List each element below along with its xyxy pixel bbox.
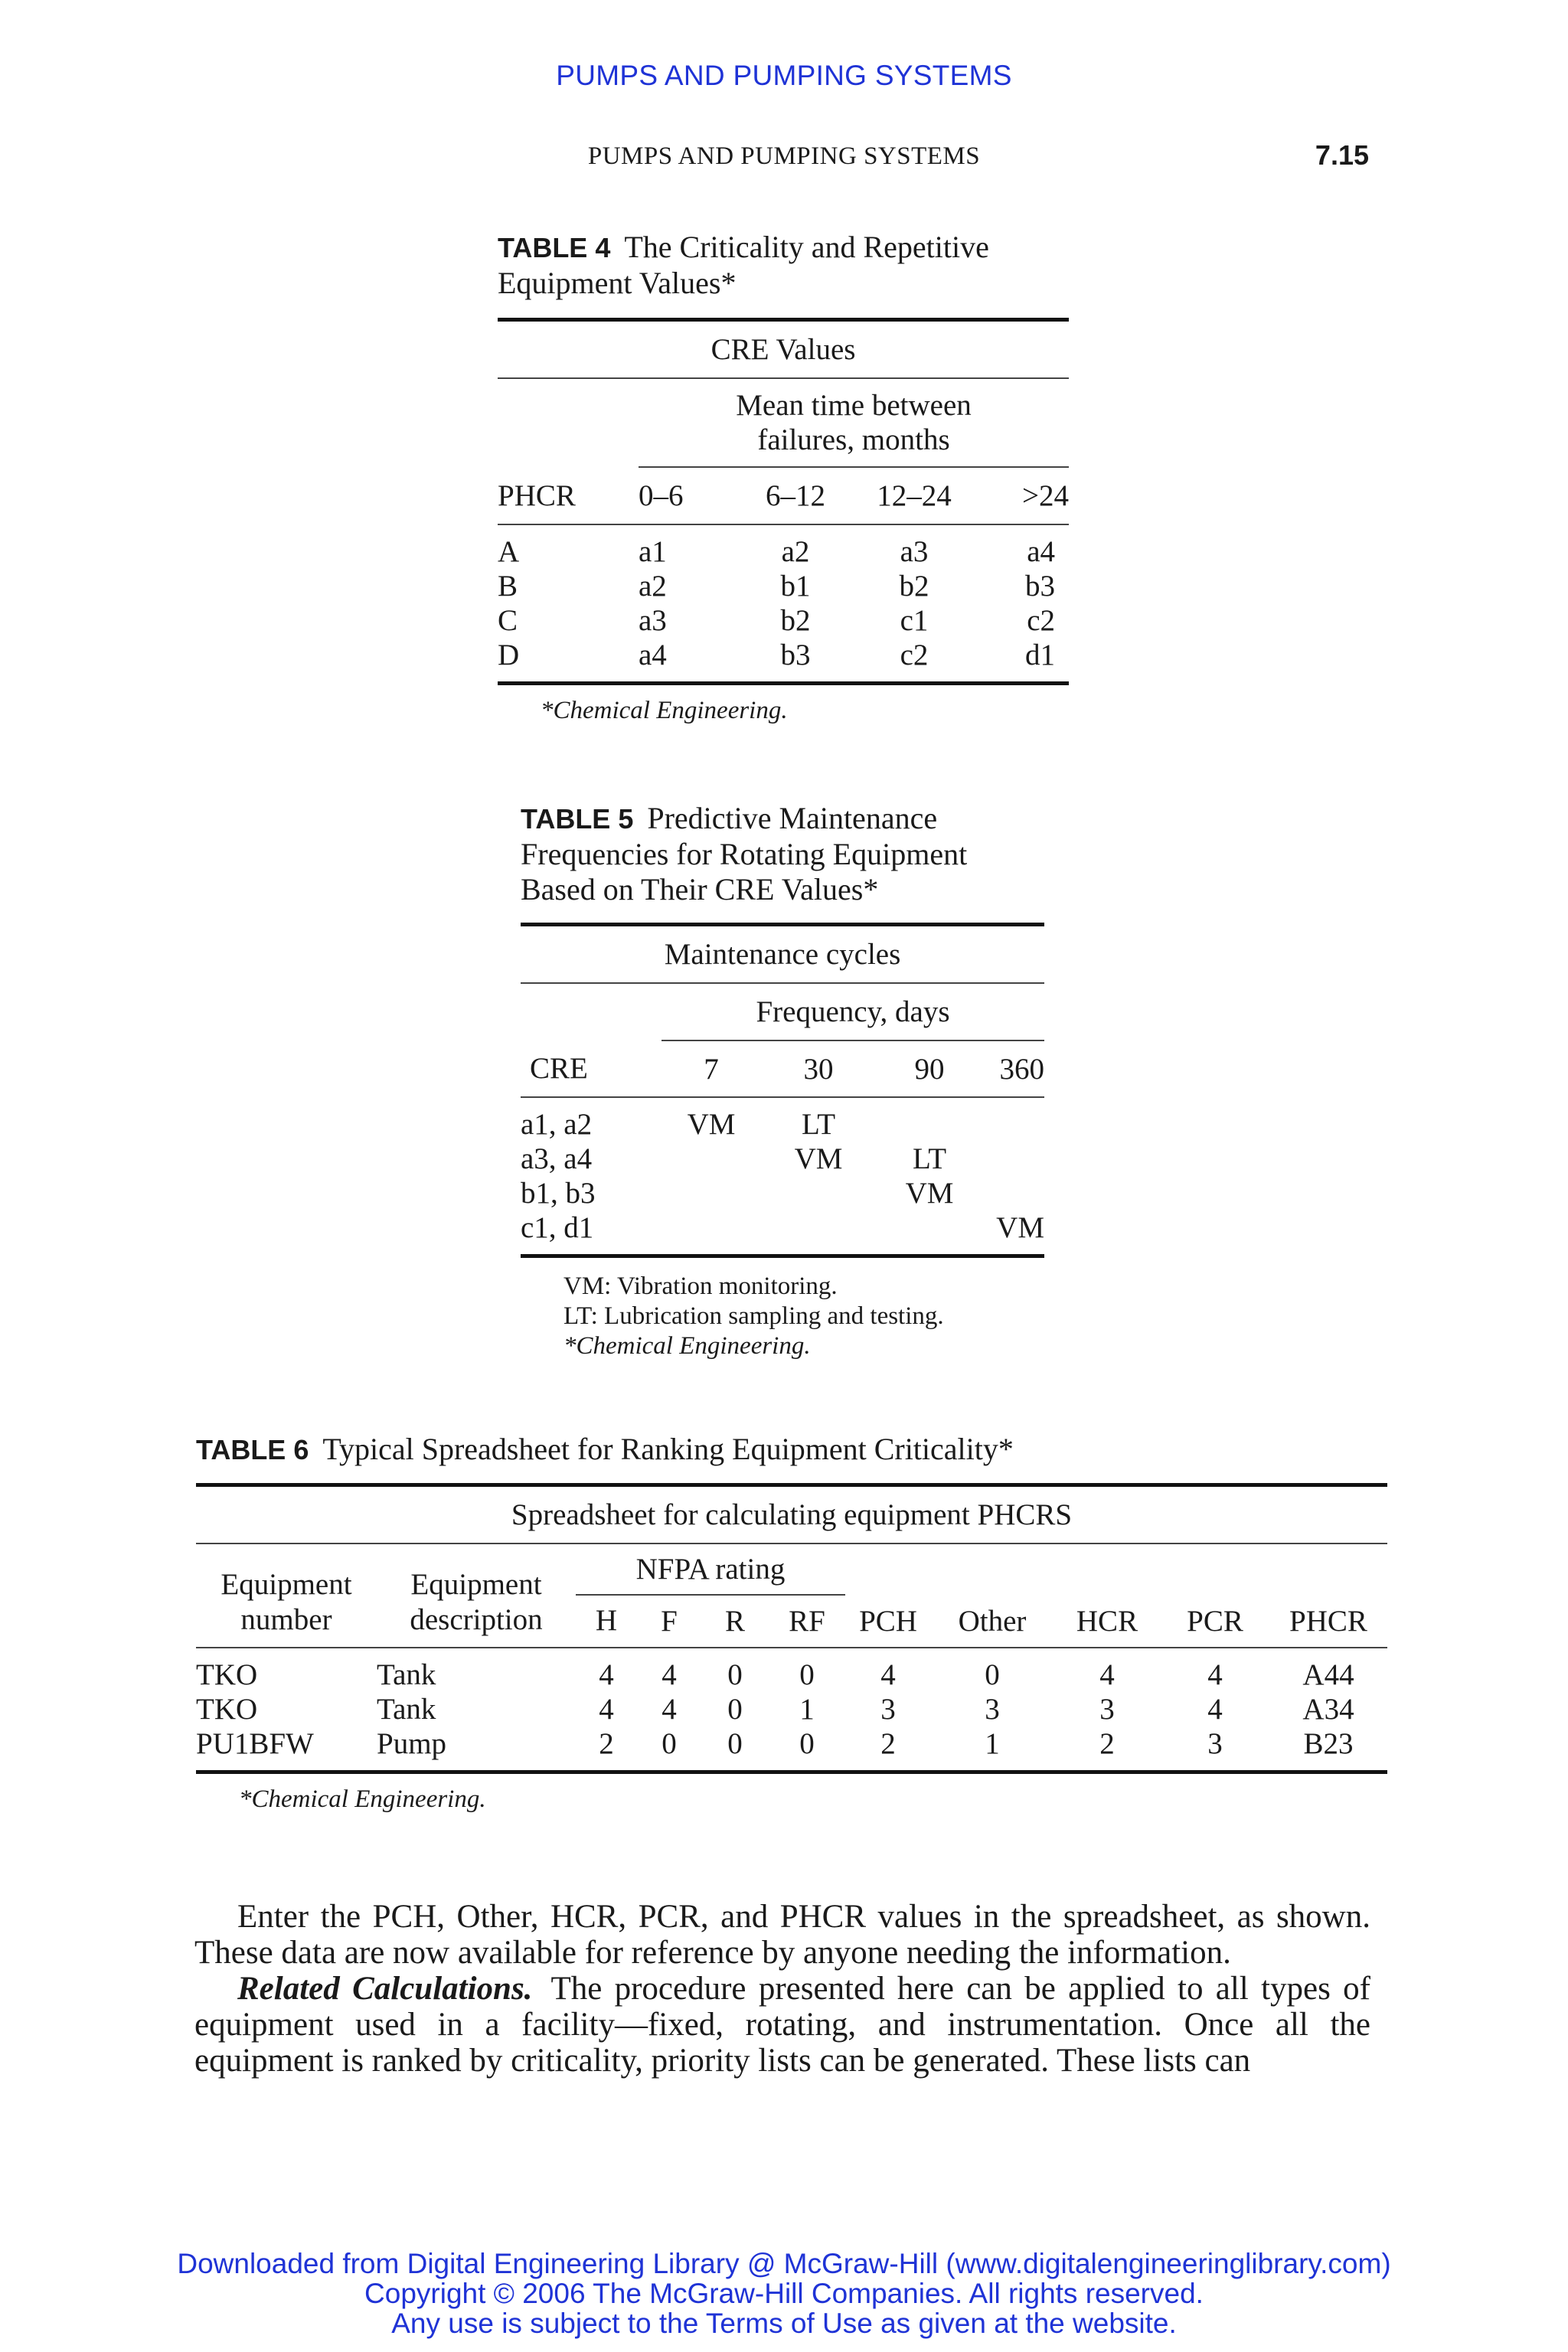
table4-cell: b2 xyxy=(899,570,929,603)
table4-col-header: PHCR xyxy=(498,479,576,512)
table4-cell: a3 xyxy=(900,535,929,568)
table6-title: Typical Spreadsheet for Ranking Equipment Criticality* xyxy=(322,1432,1014,1466)
table5-cell: a3, a4 xyxy=(521,1142,593,1175)
table4-title-line2: Equipment Values* xyxy=(498,266,737,300)
table5-block xyxy=(521,801,1057,1361)
table4-cell: c2 xyxy=(1027,604,1055,637)
table6-cell: 4 xyxy=(1099,1658,1115,1691)
table6-cell: 4 xyxy=(880,1658,896,1691)
table4-cell: b2 xyxy=(780,604,811,637)
table6-cell: Tank xyxy=(377,1658,436,1691)
table4-cell: D xyxy=(498,639,520,671)
table4-cell: b3 xyxy=(1025,570,1055,603)
table-row xyxy=(521,1210,1044,1256)
table5-cell xyxy=(983,1097,1044,1142)
table5-footnote: *Chemical Engineering. xyxy=(564,1332,811,1360)
table4-col-header: 0–6 xyxy=(639,479,684,512)
table6-header-text: Equipment xyxy=(410,1568,542,1601)
table5 xyxy=(521,923,1044,1258)
table6-col-header-equipment-description xyxy=(377,1544,576,1648)
table-row xyxy=(196,1692,1387,1726)
table6-cell: 0 xyxy=(662,1727,677,1760)
table-row xyxy=(521,1142,1044,1176)
table5-cell: c1, d1 xyxy=(521,1211,594,1244)
table6-col-header: Other xyxy=(958,1605,1027,1638)
table4-cell: a3 xyxy=(639,604,667,637)
table5-spanner: Maintenance cycles xyxy=(521,925,1044,984)
table5-cell: LT xyxy=(801,1108,836,1141)
page-number: 7.15 xyxy=(1315,139,1369,171)
table5-note-vm: VM: Vibration monitoring. xyxy=(564,1272,838,1300)
table6-spanner: Spreadsheet for calculating equipment PHCRS xyxy=(196,1485,1387,1544)
table6-cell: Pump xyxy=(377,1727,447,1760)
table5-title-line1: Predictive Maintenance xyxy=(647,801,938,835)
table6-block xyxy=(181,1432,1375,1815)
table4-cell: C xyxy=(498,604,518,637)
table6-col-header: HCR xyxy=(1076,1605,1138,1638)
table6-col-header: H xyxy=(595,1604,618,1637)
table5-cell xyxy=(876,1210,983,1256)
table4-subspanner-line1: Mean time between xyxy=(736,389,972,422)
footer-download-link[interactable]: Downloaded from Digital Engineering Library @ McGraw-Hill (www.digitalengineeringlibrary.com) xyxy=(177,2248,1391,2279)
table4-col-header: 6–12 xyxy=(766,479,825,512)
table5-cell xyxy=(662,1210,761,1256)
table6-cell: 4 xyxy=(599,1658,614,1691)
table6-cell: 2 xyxy=(880,1727,896,1760)
table6-col-header-equipment-number xyxy=(196,1544,377,1648)
table4-cell: a4 xyxy=(639,639,667,671)
table5-cell xyxy=(662,1142,761,1176)
table6-cell: 3 xyxy=(1099,1693,1115,1726)
table6-footnote: *Chemical Engineering. xyxy=(239,1785,486,1813)
table6-header-text: description xyxy=(410,1603,543,1636)
table4-spanner: CRE Values xyxy=(498,320,1069,379)
table6-caption xyxy=(181,1432,1375,1468)
table4-cell: c1 xyxy=(900,604,929,637)
table4-cell: b3 xyxy=(780,639,811,671)
running-head: PUMPS AND PUMPING SYSTEMS xyxy=(587,142,981,170)
table6-header-text: Equipment xyxy=(220,1568,352,1601)
table6-nfpa-header: NFPA rating xyxy=(576,1552,845,1596)
table5-note-lt: LT: Lubrication sampling and testing. xyxy=(564,1302,944,1330)
table5-cell xyxy=(761,1176,876,1210)
table6-cell: 3 xyxy=(985,1693,1000,1726)
table6-cell: 4 xyxy=(1207,1693,1223,1726)
table6-cell: TKO xyxy=(196,1693,258,1726)
table5-subspanner: Frequency, days xyxy=(662,983,1044,1040)
table6-cell: TKO xyxy=(196,1658,258,1691)
table5-cell: VM xyxy=(905,1177,954,1210)
table6-label: TABLE 6 xyxy=(196,1434,309,1465)
footer-terms-link[interactable]: Any use is subject to the Terms of Use as given at the website. xyxy=(391,2308,1177,2339)
table5-cell xyxy=(983,1176,1044,1210)
table6-cell: 4 xyxy=(1207,1658,1223,1691)
table-row xyxy=(521,1097,1044,1142)
table5-cell xyxy=(662,1176,761,1210)
table6-cell: A44 xyxy=(1302,1658,1354,1691)
table6-col-header: RF xyxy=(789,1605,825,1638)
table5-cell: VM xyxy=(996,1211,1044,1244)
table6-cell: 3 xyxy=(1207,1727,1223,1760)
table-row xyxy=(196,1726,1387,1772)
table6-col-header: R xyxy=(724,1605,745,1638)
body-paragraph-related xyxy=(194,1971,1370,2079)
table6-cell: 2 xyxy=(1099,1727,1115,1760)
table6-cell: 0 xyxy=(799,1658,815,1691)
table5-col-header: 7 xyxy=(704,1052,719,1086)
table4-cell: a2 xyxy=(639,570,667,603)
table5-cell xyxy=(876,1097,983,1142)
table-row xyxy=(196,1648,1387,1692)
table6-cell: 4 xyxy=(662,1693,677,1726)
related-calculations-text: The procedure presented here can be applied to all types of equipment used in a facility—fixed, rotating, and instrumentation. Once all the equipment is ranked by criticality, priority lists can be generated. These lists can xyxy=(194,1971,1370,2079)
table6-cell: 0 xyxy=(727,1727,743,1760)
table6-header-text: number xyxy=(240,1603,332,1636)
table4-cell: b1 xyxy=(780,570,811,603)
body-text xyxy=(194,1899,1370,2079)
table4-cell: a1 xyxy=(639,535,667,568)
table-row xyxy=(498,569,1069,603)
table-row xyxy=(498,603,1069,638)
table6-cell: 0 xyxy=(727,1693,743,1726)
table4-cell: a2 xyxy=(781,535,810,568)
table4-block xyxy=(498,230,1072,726)
table6-cell: 1 xyxy=(799,1693,815,1726)
table4 xyxy=(498,318,1069,685)
table4-col-header: >24 xyxy=(1022,479,1069,512)
table6-cell: B23 xyxy=(1303,1727,1354,1760)
table4-cell: a4 xyxy=(1027,535,1055,568)
table4-cell: c2 xyxy=(900,639,929,671)
table4-title-line1: The Criticality and Repetitive xyxy=(624,230,989,264)
table4-subspanner xyxy=(639,378,1069,467)
table6-cell: A34 xyxy=(1302,1693,1354,1726)
table6-cell: 1 xyxy=(985,1727,1000,1760)
table4-cell: B xyxy=(498,570,518,603)
table5-col-header: CRE xyxy=(530,1052,588,1085)
table5-notes xyxy=(521,1272,1057,1361)
table4-caption xyxy=(498,230,1072,301)
table5-cell: LT xyxy=(912,1142,947,1175)
body-paragraph: Enter the PCH, Other, HCR, PCR, and PHCR values in the spreadsheet, as shown. These data are now available for reference by anyone needing the information. xyxy=(194,1899,1370,1971)
table6-col-header: PCH xyxy=(859,1605,917,1638)
table4-subspanner-line2: failures, months xyxy=(757,423,950,456)
book-title-link[interactable]: PUMPS AND PUMPING SYSTEMS xyxy=(556,60,1012,91)
table6-cell: 0 xyxy=(727,1658,743,1691)
table4-cell: d1 xyxy=(1025,639,1055,671)
table5-cell: VM xyxy=(687,1108,736,1141)
table5-cell xyxy=(761,1210,876,1256)
table6-cell: 0 xyxy=(799,1727,815,1760)
table5-cell: a1, a2 xyxy=(521,1108,593,1141)
table-row xyxy=(498,638,1069,684)
table5-col-header: 30 xyxy=(803,1052,834,1086)
table6-cell: PU1BFW xyxy=(196,1727,314,1760)
table6-cell: Tank xyxy=(377,1693,436,1726)
table6-cell: 0 xyxy=(985,1658,1000,1691)
table5-label: TABLE 5 xyxy=(521,803,634,835)
table-row xyxy=(498,524,1069,569)
table6-cell: 4 xyxy=(599,1693,614,1726)
table5-col-header: 360 xyxy=(999,1052,1044,1086)
footer xyxy=(0,2249,1568,2338)
table5-title-line3: Based on Their CRE Values* xyxy=(521,872,879,906)
table4-col-header: 12–24 xyxy=(877,479,952,512)
table5-title-line2: Frequencies for Rotating Equipment xyxy=(521,837,968,871)
table5-cell xyxy=(983,1142,1044,1176)
table6-cell: 2 xyxy=(599,1727,614,1760)
related-calculations-heading: Related Calculations. xyxy=(237,1971,533,2007)
table5-caption xyxy=(521,801,1057,907)
table6-col-header: PCR xyxy=(1187,1605,1243,1638)
footer-copyright[interactable]: Copyright © 2006 The McGraw-Hill Companies. All rights reserved. xyxy=(364,2278,1204,2309)
table6-nfpa-spanner xyxy=(576,1544,845,1596)
table6-col-header: PHCR xyxy=(1289,1605,1367,1638)
table6-cell: 3 xyxy=(880,1693,896,1726)
table4-footnote: *Chemical Engineering. xyxy=(541,697,788,724)
table4-cell: A xyxy=(498,535,520,568)
table6-cell: 4 xyxy=(662,1658,677,1691)
table4-label: TABLE 4 xyxy=(498,232,611,263)
table5-cell: VM xyxy=(794,1142,843,1175)
table-row xyxy=(521,1176,1044,1210)
table6-col-header: F xyxy=(661,1605,678,1638)
table5-cell: b1, b3 xyxy=(521,1177,596,1210)
table5-col-header: 90 xyxy=(914,1052,945,1086)
table6 xyxy=(196,1483,1387,1774)
